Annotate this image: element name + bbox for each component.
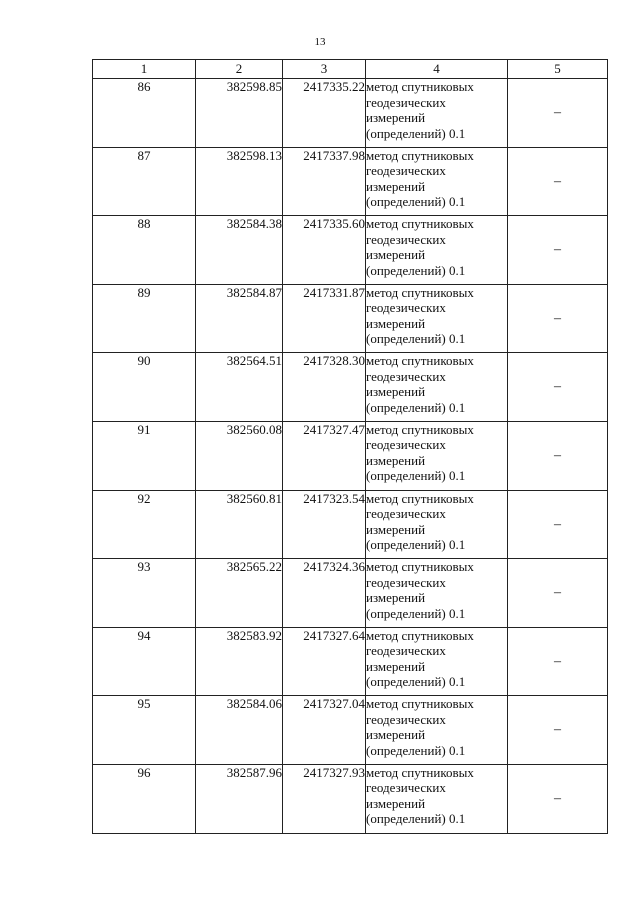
note-dash: – [508, 284, 608, 353]
coordinate-x: 382583.92 [196, 627, 283, 696]
table-row [93, 79, 608, 148]
header-col-2: 2 [196, 60, 283, 79]
measurement-method: метод спутниковых геодезических измерений (определений) 0.1 [366, 353, 508, 422]
note-dash: – [508, 627, 608, 696]
note-dash: – [508, 216, 608, 285]
coordinate-x: 382560.81 [196, 490, 283, 559]
coordinate-y: 2417327.93 [283, 764, 366, 833]
header-col-4: 4 [366, 60, 508, 79]
coordinate-y: 2417335.22 [283, 79, 366, 148]
point-number: 92 [93, 490, 196, 559]
point-number: 91 [93, 421, 196, 490]
table-row [93, 147, 608, 216]
table-body [93, 79, 608, 834]
point-number: 94 [93, 627, 196, 696]
measurement-method: метод спутниковых геодезических измерений (определений) 0.1 [366, 421, 508, 490]
note-dash: – [508, 421, 608, 490]
note-dash: – [508, 764, 608, 833]
coordinates-table [92, 59, 608, 834]
table-row [93, 353, 608, 422]
table-row [93, 559, 608, 628]
note-dash: – [508, 696, 608, 765]
measurement-method: метод спутниковых геодезических измерений (определений) 0.1 [366, 559, 508, 628]
note-dash: – [508, 559, 608, 628]
header-col-1: 1 [93, 60, 196, 79]
coordinate-x: 382587.96 [196, 764, 283, 833]
header-col-3: 3 [283, 60, 366, 79]
coordinate-x: 382598.13 [196, 147, 283, 216]
coordinate-y: 2417327.47 [283, 421, 366, 490]
coordinate-x: 382584.06 [196, 696, 283, 765]
measurement-method: метод спутниковых геодезических измерений (определений) 0.1 [366, 696, 508, 765]
coordinate-y: 2417335.60 [283, 216, 366, 285]
measurement-method: метод спутниковых геодезических измерений (определений) 0.1 [366, 284, 508, 353]
measurement-method: метод спутниковых геодезических измерений (определений) 0.1 [366, 79, 508, 148]
table-header [93, 60, 608, 79]
table-row [93, 216, 608, 285]
table-row [93, 627, 608, 696]
coordinate-y: 2417331.87 [283, 284, 366, 353]
coordinate-x: 382598.85 [196, 79, 283, 148]
table-row [93, 490, 608, 559]
measurement-method: метод спутниковых геодезических измерений (определений) 0.1 [366, 216, 508, 285]
coordinate-x: 382584.38 [196, 216, 283, 285]
coordinate-y: 2417324.36 [283, 559, 366, 628]
point-number: 87 [93, 147, 196, 216]
point-number: 96 [93, 764, 196, 833]
measurement-method: метод спутниковых геодезических измерений (определений) 0.1 [366, 147, 508, 216]
table-row [93, 696, 608, 765]
table-row [93, 421, 608, 490]
note-dash: – [508, 147, 608, 216]
point-number: 88 [93, 216, 196, 285]
header-col-5: 5 [508, 60, 608, 79]
coordinate-x: 382584.87 [196, 284, 283, 353]
coordinate-y: 2417328.30 [283, 353, 366, 422]
measurement-method: метод спутниковых геодезических измерений (определений) 0.1 [366, 627, 508, 696]
coordinate-x: 382564.51 [196, 353, 283, 422]
coordinate-y: 2417323.54 [283, 490, 366, 559]
note-dash: – [508, 79, 608, 148]
measurement-method: метод спутниковых геодезических измерений (определений) 0.1 [366, 490, 508, 559]
point-number: 95 [93, 696, 196, 765]
table-row [93, 284, 608, 353]
header-row [93, 60, 608, 79]
note-dash: – [508, 353, 608, 422]
point-number: 90 [93, 353, 196, 422]
coordinate-y: 2417327.64 [283, 627, 366, 696]
coordinate-y: 2417337.98 [283, 147, 366, 216]
coordinate-x: 382560.08 [196, 421, 283, 490]
coordinate-x: 382565.22 [196, 559, 283, 628]
point-number: 86 [93, 79, 196, 148]
table-row [93, 764, 608, 833]
page-number: 13 [314, 36, 326, 48]
measurement-method: метод спутниковых геодезических измерений (определений) 0.1 [366, 764, 508, 833]
point-number: 93 [93, 559, 196, 628]
point-number: 89 [93, 284, 196, 353]
coordinate-y: 2417327.04 [283, 696, 366, 765]
note-dash: – [508, 490, 608, 559]
